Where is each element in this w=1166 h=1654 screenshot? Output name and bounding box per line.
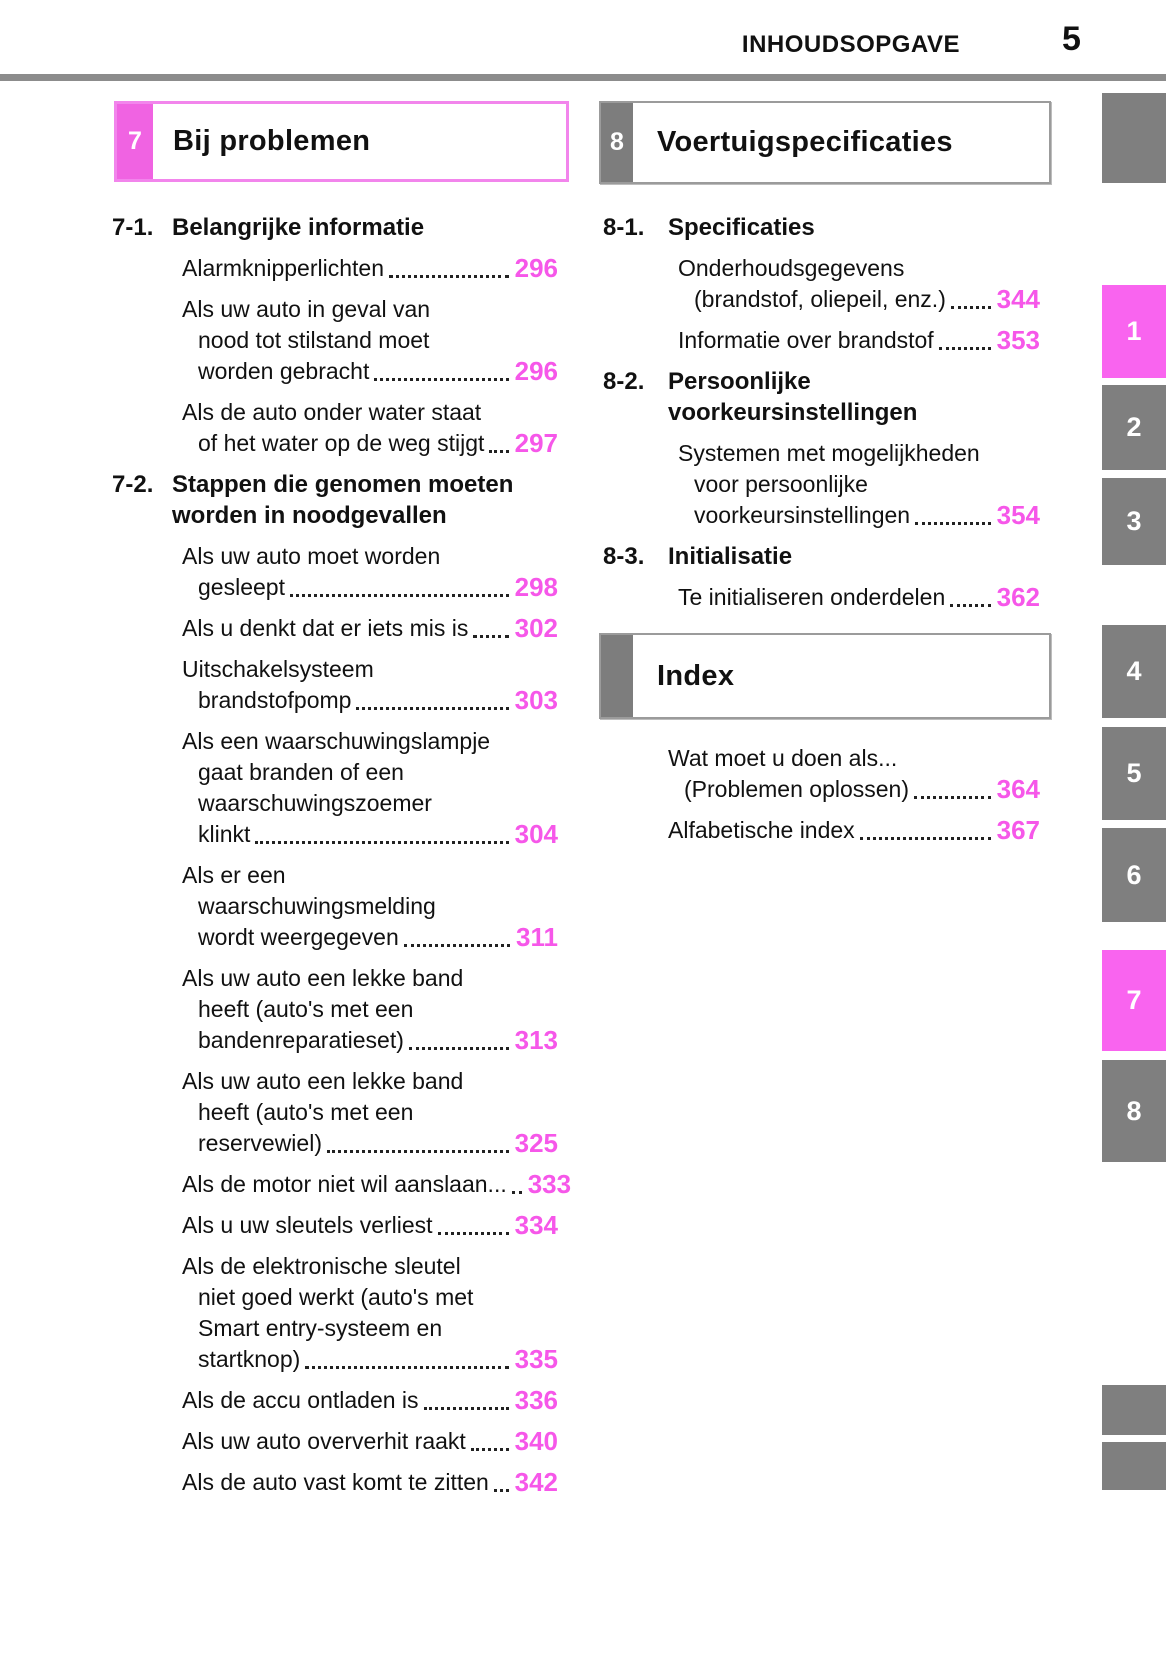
toc-entry-last-line (182, 253, 558, 284)
toc-page-number: 344 (996, 284, 1040, 314)
toc-index-entries (603, 743, 1040, 856)
toc-page-number: 298 (514, 572, 558, 602)
toc-entry-last-line (182, 1169, 572, 1200)
side-tab-chapter-8[interactable]: 8 (1102, 1060, 1166, 1162)
toc-column-left (112, 212, 572, 1508)
dot-leader (305, 1366, 508, 1369)
toc-page-number: 342 (514, 1467, 558, 1497)
toc-entry-last-line (182, 1426, 558, 1457)
index-box-tab (601, 635, 633, 717)
toc-entry-last-line (182, 1385, 558, 1416)
index-box (599, 633, 1051, 719)
toc-entry-text: startknop) (198, 1346, 301, 1372)
toc-entry-text: Als de motor niet wil aanslaan... (182, 1171, 507, 1197)
dot-leader (255, 841, 508, 844)
toc-entry-last-line (678, 325, 1040, 356)
page-number: 5 (1062, 20, 1081, 58)
dot-leader (473, 635, 508, 638)
toc-group-title-line: Stappen die genomen moeten (172, 471, 514, 498)
toc-entry-line: Systemen met mogelijkheden (678, 440, 980, 466)
chapter-8-title: Voertuigspecificaties (657, 126, 953, 158)
toc-group-heading (112, 212, 558, 243)
dot-leader (327, 1150, 509, 1153)
toc-group-title (668, 541, 1040, 572)
toc-entry[interactable] (603, 325, 1040, 356)
toc-group-title-line: voorkeursinstellingen (668, 399, 918, 426)
toc-group-heading (112, 469, 558, 531)
toc-group-title-line: Initialisatie (668, 543, 793, 570)
toc-entry-line: Smart entry-systeem en (198, 1315, 443, 1341)
toc-page-number: 325 (514, 1128, 558, 1158)
toc-group (603, 541, 1040, 613)
dot-leader (409, 1047, 509, 1050)
toc-entry-last-line (678, 284, 1040, 315)
toc-page-number: 296 (514, 253, 558, 283)
dot-leader (915, 522, 991, 525)
toc-entry-last-line (182, 819, 558, 850)
toc-entry-text: Als uw auto oververhit raakt (182, 1428, 466, 1454)
toc-entry-line: Als uw auto moet worden (182, 543, 441, 569)
toc-group-title-line: worden in noodgevallen (172, 502, 447, 529)
toc-entry[interactable] (112, 613, 558, 644)
toc-entry-text: klinkt (198, 821, 251, 847)
toc-entry-line: nood tot stilstand moet (198, 327, 430, 353)
toc-entry-line: Uitschakelsysteem (182, 656, 374, 682)
toc-entry-last-line (182, 1025, 558, 1056)
toc-entry[interactable] (112, 1426, 558, 1457)
dot-leader (914, 796, 991, 799)
toc-group-title-line: Persoonlijke (668, 368, 811, 395)
toc-group-id: 8-3. (603, 543, 645, 570)
toc-entry-text: Als de accu ontladen is (182, 1387, 419, 1413)
toc-group-title (172, 469, 558, 531)
toc-entry-last-line (182, 1467, 558, 1498)
toc-entry-line: waarschuwingszoemer (198, 790, 432, 816)
toc-entry[interactable] (112, 294, 558, 387)
toc-entry-line: Als uw auto een lekke band (182, 965, 464, 991)
side-tab-chapter-7[interactable]: 7 (1102, 950, 1166, 1051)
toc-entry-line: waarschuwingsmelding (198, 893, 436, 919)
toc-entry-text: bandenreparatieset) (198, 1027, 404, 1053)
toc-page-number: 297 (514, 428, 558, 458)
toc-entry-last-line (668, 815, 1040, 846)
toc-entry[interactable] (603, 438, 1040, 531)
toc-entry-last-line (678, 500, 1040, 531)
toc-group-title (172, 212, 558, 243)
toc-entry-line: Onderhoudsgegevens (678, 255, 905, 281)
toc-group (112, 469, 572, 1498)
toc-entry[interactable] (112, 541, 558, 603)
toc-entry[interactable] (112, 1385, 558, 1416)
index-box-title: Index (657, 659, 735, 692)
side-tab-chapter-3[interactable]: 3 (1102, 478, 1166, 565)
toc-entry-text: Alarmknipperlichten (182, 255, 384, 281)
toc-page-number: 362 (996, 582, 1040, 612)
toc-page-number: 354 (996, 500, 1040, 530)
dot-leader (438, 1232, 509, 1235)
toc-entry[interactable] (112, 1210, 558, 1241)
dot-leader (951, 306, 991, 309)
toc-entry-last-line (182, 1344, 558, 1375)
toc-entry-text: Te initialiseren onderdelen (678, 584, 946, 610)
toc-entry-last-line (182, 356, 558, 387)
toc-entry-text: Als de auto vast komt te zitten (182, 1469, 489, 1495)
toc-entry[interactable] (112, 963, 558, 1056)
chapter-8-number-tab: 8 (601, 103, 633, 182)
toc-entry-line: heeft (auto's met een (198, 996, 414, 1022)
side-tab-chapter-5[interactable]: 5 (1102, 727, 1166, 820)
toc-page-number: 336 (514, 1385, 558, 1415)
toc-entry-last-line (678, 582, 1040, 613)
toc-entry[interactable] (603, 582, 1040, 613)
dot-leader (950, 604, 990, 607)
dot-leader (494, 1489, 509, 1492)
toc-page-number: 296 (514, 356, 558, 386)
toc-group-id: 7-1. (112, 214, 154, 241)
section-box-chapter-7 (114, 101, 569, 182)
chapter-7-number-tab: 7 (117, 104, 153, 179)
toc-entry-line: niet goed werkt (auto's met (198, 1284, 474, 1310)
toc-entry-text: wordt weergegeven (198, 924, 399, 950)
toc-group (603, 212, 1040, 356)
toc-page-number: 311 (516, 922, 558, 952)
toc-entry-text: reservewiel) (198, 1130, 322, 1156)
dot-leader (471, 1448, 509, 1451)
dot-leader (356, 707, 508, 710)
toc-group-title-line: Specificaties (668, 214, 815, 241)
dot-leader (374, 378, 508, 381)
toc-entry-text: worden gebracht (198, 358, 370, 384)
toc-entry[interactable] (112, 1169, 572, 1200)
toc-group-id: 7-2. (112, 471, 154, 498)
dot-leader (404, 944, 510, 947)
toc-entry-text: Als u denkt dat er iets mis is (182, 615, 469, 641)
toc-entry[interactable] (603, 743, 1040, 805)
toc-entry-text: Informatie over brandstof (678, 327, 934, 353)
toc-entry[interactable] (112, 253, 558, 284)
toc-entry[interactable] (112, 860, 558, 953)
dot-leader (389, 275, 509, 278)
toc-entry-line: Wat moet u doen als... (668, 745, 898, 771)
toc-group-heading (603, 541, 1040, 572)
toc-page-number: 364 (996, 774, 1040, 804)
toc-group-id: 8-2. (603, 368, 645, 395)
toc-entry-line: gaat branden of een (198, 759, 404, 785)
toc-entry[interactable] (112, 654, 558, 716)
toc-entry-line: Als er een (182, 862, 286, 888)
toc-entry-line: Als een waarschuwingslampje (182, 728, 491, 754)
toc-page-number: 313 (514, 1025, 558, 1055)
toc-group-title (668, 212, 1040, 243)
toc-group-heading (603, 212, 1040, 243)
toc-entry-line: Als uw auto in geval van (182, 296, 431, 322)
toc-group-title (668, 366, 1040, 428)
page-title: INHOUDSOPGAVE (741, 31, 960, 58)
side-tab-chapter-2[interactable]: 2 (1102, 385, 1166, 470)
toc-entry-last-line (668, 774, 1040, 805)
toc-entry-last-line (182, 1128, 558, 1159)
dot-leader (939, 347, 991, 350)
toc-page-number: 334 (514, 1210, 558, 1240)
section-box-chapter-8 (599, 101, 1051, 184)
toc-entry-line: Als de elektronische sleutel (182, 1253, 461, 1279)
toc-page-number: 335 (514, 1344, 558, 1374)
toc-entry-line: voor persoonlijke (694, 471, 868, 497)
toc-group-heading (603, 366, 1040, 428)
toc-page-number: 303 (514, 685, 558, 715)
toc-entry[interactable] (112, 397, 558, 459)
side-tab-blank-9[interactable] (1102, 1385, 1166, 1435)
toc-entry-text: brandstofpomp (198, 687, 352, 713)
toc-group (112, 212, 558, 459)
dot-leader (290, 594, 509, 597)
toc-group-title-line: Belangrijke informatie (172, 214, 425, 241)
header-rule (0, 74, 1166, 81)
toc-entry-line: Als de auto onder water staat (182, 399, 482, 425)
dot-leader (489, 450, 508, 453)
toc-page-number: 367 (996, 815, 1040, 845)
toc-entry[interactable] (112, 726, 558, 850)
toc-entry-last-line (182, 1210, 558, 1241)
toc-entry[interactable] (112, 1066, 558, 1159)
toc-entry-last-line (182, 922, 558, 953)
toc-page-number: 340 (514, 1426, 558, 1456)
toc-entry-text: of het water op de weg stijgt (198, 430, 485, 456)
toc-entry[interactable] (112, 1251, 558, 1375)
toc-page-number: 353 (996, 325, 1040, 355)
toc-entry-text: Als u uw sleutels verliest (182, 1212, 433, 1238)
toc-column-right (603, 212, 1040, 623)
toc-page-number: 333 (527, 1169, 572, 1199)
toc-page-number: 304 (514, 819, 558, 849)
toc-entry-last-line (182, 685, 558, 716)
toc-entry-last-line (182, 613, 558, 644)
toc-entry-text: Alfabetische index (668, 817, 855, 843)
toc-page-number: 302 (514, 613, 558, 643)
side-tab-blank-10[interactable] (1102, 1442, 1166, 1490)
chapter-7-title: Bij problemen (173, 125, 371, 157)
toc-entry-text: (brandstof, oliepeil, enz.) (694, 286, 946, 312)
side-tab-chapter-6[interactable]: 6 (1102, 828, 1166, 922)
dot-leader (512, 1191, 522, 1194)
toc-entry[interactable] (603, 815, 1040, 846)
toc-group (603, 366, 1040, 531)
toc-entry-line: Als uw auto een lekke band (182, 1068, 464, 1094)
dot-leader (860, 837, 991, 840)
toc-entry-text: gesleept (198, 574, 285, 600)
toc-entry-last-line (182, 572, 558, 603)
side-tab-chapter-1[interactable]: 1 (1102, 285, 1166, 378)
toc-entry-line: heeft (auto's met een (198, 1099, 414, 1125)
toc-entry-text: (Problemen oplossen) (684, 776, 910, 802)
toc-entry[interactable] (112, 1467, 558, 1498)
side-tab-chapter-4[interactable]: 4 (1102, 625, 1166, 718)
toc-entry[interactable] (603, 253, 1040, 315)
toc-group-id: 8-1. (603, 214, 645, 241)
dot-leader (424, 1407, 509, 1410)
side-tab-blank-0[interactable] (1102, 93, 1166, 183)
toc-entry-text: voorkeursinstellingen (694, 502, 911, 528)
toc-entry-last-line (182, 428, 558, 459)
